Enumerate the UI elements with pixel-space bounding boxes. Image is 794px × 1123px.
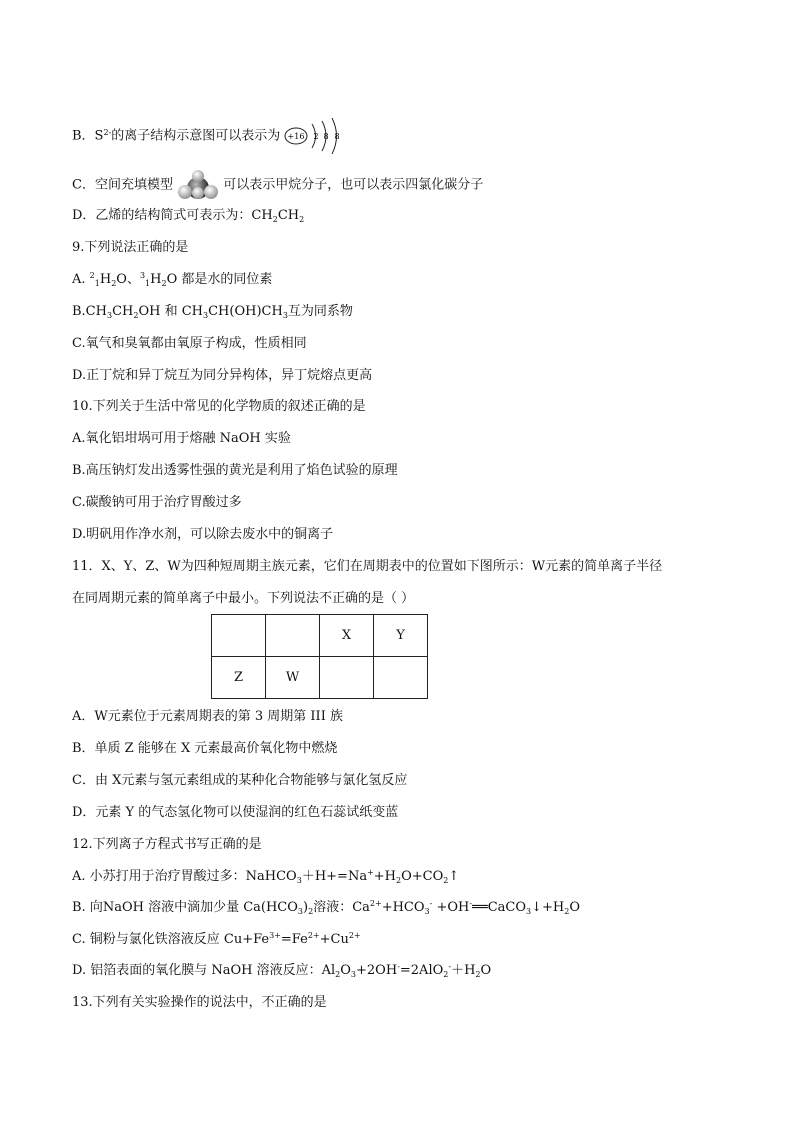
q9b-5: 互为同系物 [287, 304, 353, 319]
q11-stem-line1: 11．X、Y、Z、W为四种短周期主族元素，它们在周期表中的位置如下图所示：W元素的简单离子半径 [72, 559, 663, 574]
q12d-6: O [480, 963, 492, 978]
q8d-sub1: 2 [272, 215, 278, 224]
q12a-1: A. 小苏打用于治疗胃酸过多：NaHCO [72, 869, 297, 884]
q12d-s1: 2 [335, 970, 341, 979]
q9-option-d: D.正丁烷和异丁烷互为同分异构体，异丁烷熔点更高 [72, 368, 373, 383]
q11-option-b: B．单质 Z 能够在 X 元素最高价氧化物中燃烧 [72, 741, 338, 756]
q10-option-d: D.明矾用作净水剂，可以除去废水中的铜离子 [72, 527, 334, 542]
q12-option-d [72, 962, 491, 981]
q9a-1: A. [72, 272, 90, 287]
q12d-1: D. 铝箔表面的氧化膜与 NaOH 溶液反应：Al [72, 963, 336, 978]
q12d-s2: 3 [350, 970, 357, 979]
q9b-1: B.CH [72, 304, 107, 319]
q12c-u1: 3+ [269, 931, 281, 940]
q12a-4: O+CO [401, 869, 444, 884]
q8c-text-1: C．空间充填模型 [72, 177, 173, 193]
q12c-3: +Cu [319, 932, 349, 947]
q12b-s1: 3 [297, 907, 304, 916]
q12b-7: ↓+H [531, 900, 565, 915]
q9a-sub4: 2 [161, 279, 167, 288]
q12b-3: 溶液：Ca [313, 900, 370, 915]
q10-stem: 10.下列关于生活中常见的化学物质的叙述正确的是 [72, 399, 366, 414]
q9b-4: CH(OH)CH [208, 304, 283, 319]
q12a-5: ↑ [448, 869, 460, 884]
q10-option-a: A.氧化铝坩埚可用于熔融 NaOH 实验 [72, 431, 291, 446]
q12b-6: ══CaCO [472, 900, 527, 915]
q12-option-c [72, 931, 361, 950]
periodic-table-fragment [211, 614, 428, 699]
q8d-sub2: 2 [299, 215, 305, 224]
q8c-text-2: 可以表示甲烷分子，也可以表示四氯化碳分子 [223, 177, 484, 193]
q10-option-c: C.碳酸钠可用于治疗胃酸过多 [72, 495, 242, 510]
q9-option-c: C.氧气和臭氧都由氧原子构成，性质相同 [72, 336, 307, 351]
shell-1-label: 2 [313, 132, 319, 141]
q9a-sup1: 2 [89, 271, 95, 280]
q12-stem: 12.下列离子方程式书写正确的是 [72, 837, 262, 852]
table-row [212, 615, 428, 657]
q9a-5: H [150, 272, 162, 287]
q9a-sub3: 1 [145, 279, 151, 288]
q12b-u2: - [429, 899, 433, 908]
q11-option-d: D．元素 Y 的气态氢化物可以使湿润的红色石蕊试纸变蓝 [72, 805, 399, 820]
table-cell [212, 615, 266, 657]
q11-stem-line2: 在同周期元素的简单离子中最小。下列说法不正确的是（ ） [72, 591, 415, 606]
q9a-6: O 都是水的同位素 [166, 272, 273, 287]
q12d-3: +2OH [356, 963, 398, 978]
q9b-sub4: 3 [282, 311, 288, 320]
table-cell: Z [212, 657, 266, 699]
q12b-8: O [569, 900, 581, 915]
q12c-2: =Fe [280, 932, 308, 947]
q12d-2: O [340, 963, 351, 978]
table-cell [266, 615, 320, 657]
shell-2-label: 8 [323, 132, 329, 141]
nucleus-label: +16 [287, 132, 305, 141]
q12d-s3: 2 [443, 970, 449, 979]
q12c-u2: 2+ [307, 931, 320, 940]
q9b-sub1: 3 [106, 311, 113, 320]
q8b-text-1: B．S [72, 128, 104, 144]
q12a-s1: 3 [296, 876, 302, 885]
q12a-s2: 2 [396, 876, 402, 885]
q9a-sub1: 1 [94, 279, 100, 288]
q8-option-b [72, 118, 350, 154]
q9a-4: O、 [116, 272, 140, 287]
q8d-text: D．乙烯的结构简式可表示为：CH [72, 208, 273, 223]
q9a-3: H [99, 272, 112, 287]
q12-option-a [72, 868, 459, 887]
q9b-2: CH [112, 304, 134, 319]
q12b-u3: - [469, 899, 473, 908]
q12b-s2: 2 [308, 907, 314, 916]
q9a-sub2: 2 [111, 279, 117, 288]
space-filling-model-image [177, 170, 219, 200]
sulfide-ion-structure-diagram [284, 118, 350, 154]
q12b-u1: 2+ [369, 899, 382, 908]
q12a-2: ＋H+=Na [301, 869, 368, 884]
q11-option-c: C．由 X元素与氢元素组成的某种化合物能够与氯化氢反应 [72, 773, 408, 788]
q12-option-b [72, 899, 580, 918]
q8-option-c [72, 170, 483, 200]
q12d-s4: 2 [475, 970, 481, 979]
q12c-u3: 2+ [348, 931, 361, 940]
q12b-5: +OH [432, 900, 470, 915]
q12a-s3: 2 [443, 876, 449, 885]
q12d-5: ＋H [451, 963, 476, 978]
q12b-s3: 3 [424, 907, 430, 916]
q12d-4: =2AlO [399, 963, 444, 978]
q9-option-b [72, 303, 353, 322]
q11-option-a: A．W元素位于元素周期表的第 3 周期第 III 族 [72, 709, 343, 724]
q9b-sub2: 2 [133, 311, 139, 320]
q9-option-a [72, 271, 272, 290]
q12d-u2: - [448, 962, 452, 971]
q8b-charge: 2- [103, 127, 112, 137]
q12b-4: +HCO [381, 900, 425, 915]
q12b-2: ) [303, 900, 309, 915]
q13-stem: 13.下列有关实验操作的说法中，不正确的是 [72, 995, 327, 1010]
q12c-1: C. 铜粉与氯化铁溶液反应 Cu+Fe [72, 932, 270, 947]
table-cell: Y [374, 615, 428, 657]
q9b-3: OH 和 CH [138, 304, 204, 319]
table-cell: X [320, 615, 374, 657]
q8d-mid: CH [277, 208, 300, 223]
table-cell [374, 657, 428, 699]
q12b-1: B. 向NaOH 溶液中滴加少量 Ca(HCO [72, 900, 298, 915]
q12b-s4: 3 [526, 907, 532, 916]
q8-option-d [72, 207, 304, 226]
table-row [212, 657, 428, 699]
q9-stem: 9.下列说法正确的是 [72, 240, 189, 255]
q9a-sup2: 3 [139, 271, 146, 280]
q12b-s5: 2 [564, 907, 570, 916]
q12a-3: +H [373, 869, 397, 884]
q12d-u1: - [397, 962, 400, 971]
table-cell [320, 657, 374, 699]
q8b-text-2: 的离子结构示意图可以表示为 [111, 128, 281, 144]
q12a-u1: + [367, 868, 374, 877]
q9b-sub3: 3 [203, 311, 209, 320]
table-cell: W [266, 657, 320, 699]
q10-option-b: B.高压钠灯发出透雾性强的黄光是利用了焰色试验的原理 [72, 463, 398, 478]
shell-3-label: 8 [334, 132, 340, 141]
